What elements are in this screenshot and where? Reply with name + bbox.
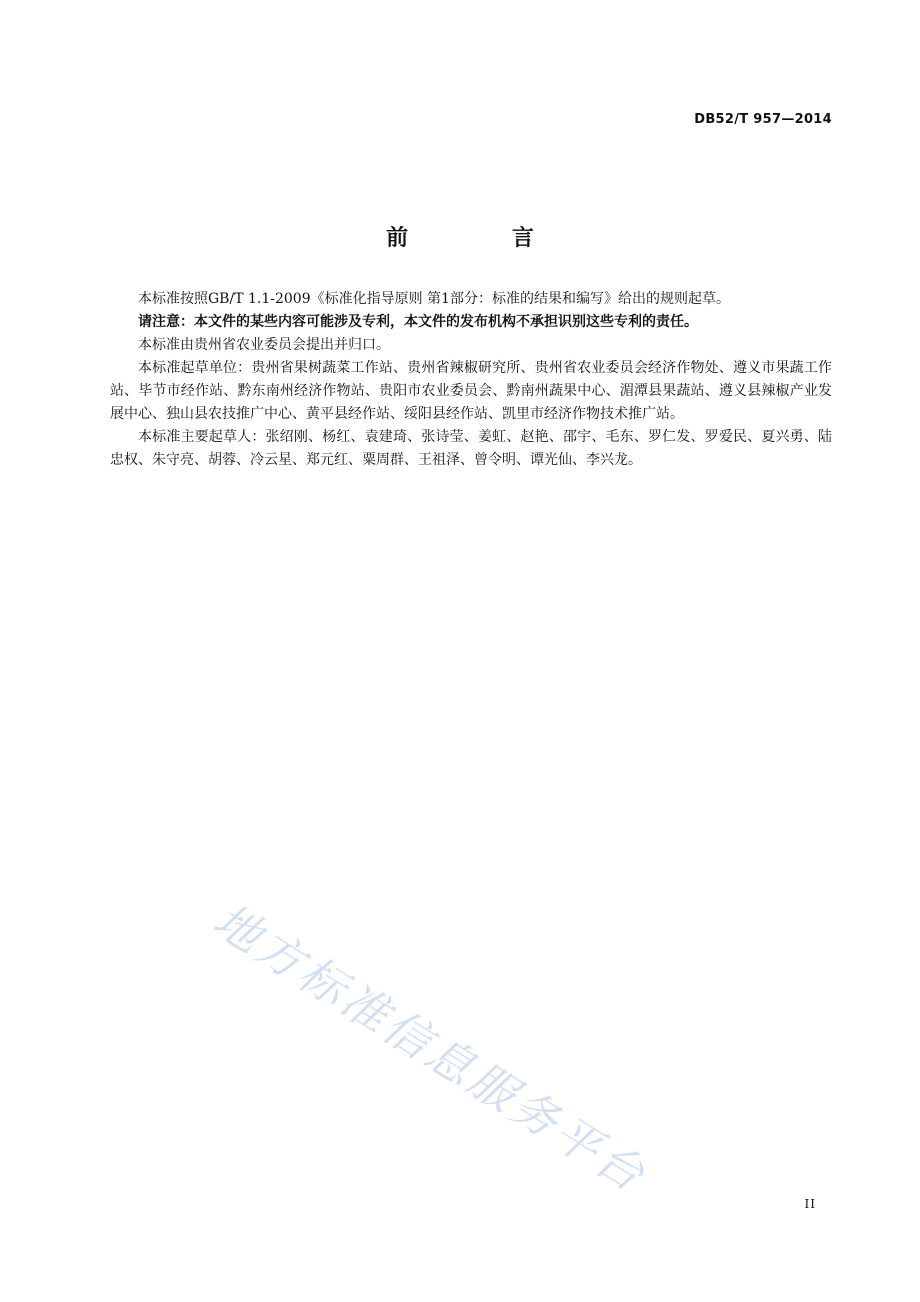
paragraph-drafting-rule: 本标准按照GB/T 1.1-2009《标准化指导原则 第1部分：标准的结果和编写》给出的规则起草。 <box>138 291 730 307</box>
paragraph-patent-notice: 请注意：本文件的某些内容可能涉及专利，本文件的发布机构不承担识别这些专利的责任。 <box>138 314 698 330</box>
paragraph-drafters: 本标准主要起草人：张绍刚、杨红、袁建琦、张诗莹、姜虹、赵艳、邵宇、毛东、罗仁发、罗爱民、夏兴勇、陆忠权、朱守亮、胡蓉、冷云星、郑元红、粟周群、王祖泽、曾令明、谭光仙、李兴龙。 <box>110 429 832 468</box>
page-number: II <box>804 1197 816 1211</box>
page-title: 前 言 <box>386 225 582 251</box>
preface-body <box>110 288 832 472</box>
document-id: DB52/T 957—2014 <box>694 112 832 127</box>
watermark-text: 地方标准信息服务平台 <box>204 892 657 1204</box>
paragraph-proposer: 本标准由贵州省农业委员会提出并归口。 <box>138 337 390 353</box>
paragraph-drafting-units: 本标准起草单位：贵州省果树蔬菜工作站、贵州省辣椒研究所、贵州省农业委员会经济作物处、遵义市果蔬工作站、毕节市经作站、黔东南州经济作物站、贵阳市农业委员会、黔南州蔬果中心、湄潭县果蔬站、遵义县辣椒产业发展中心、独山县农技推广中心、黄平县经作站、绥阳县经作站、凯里市经济作物技术推广站。 <box>110 360 832 422</box>
